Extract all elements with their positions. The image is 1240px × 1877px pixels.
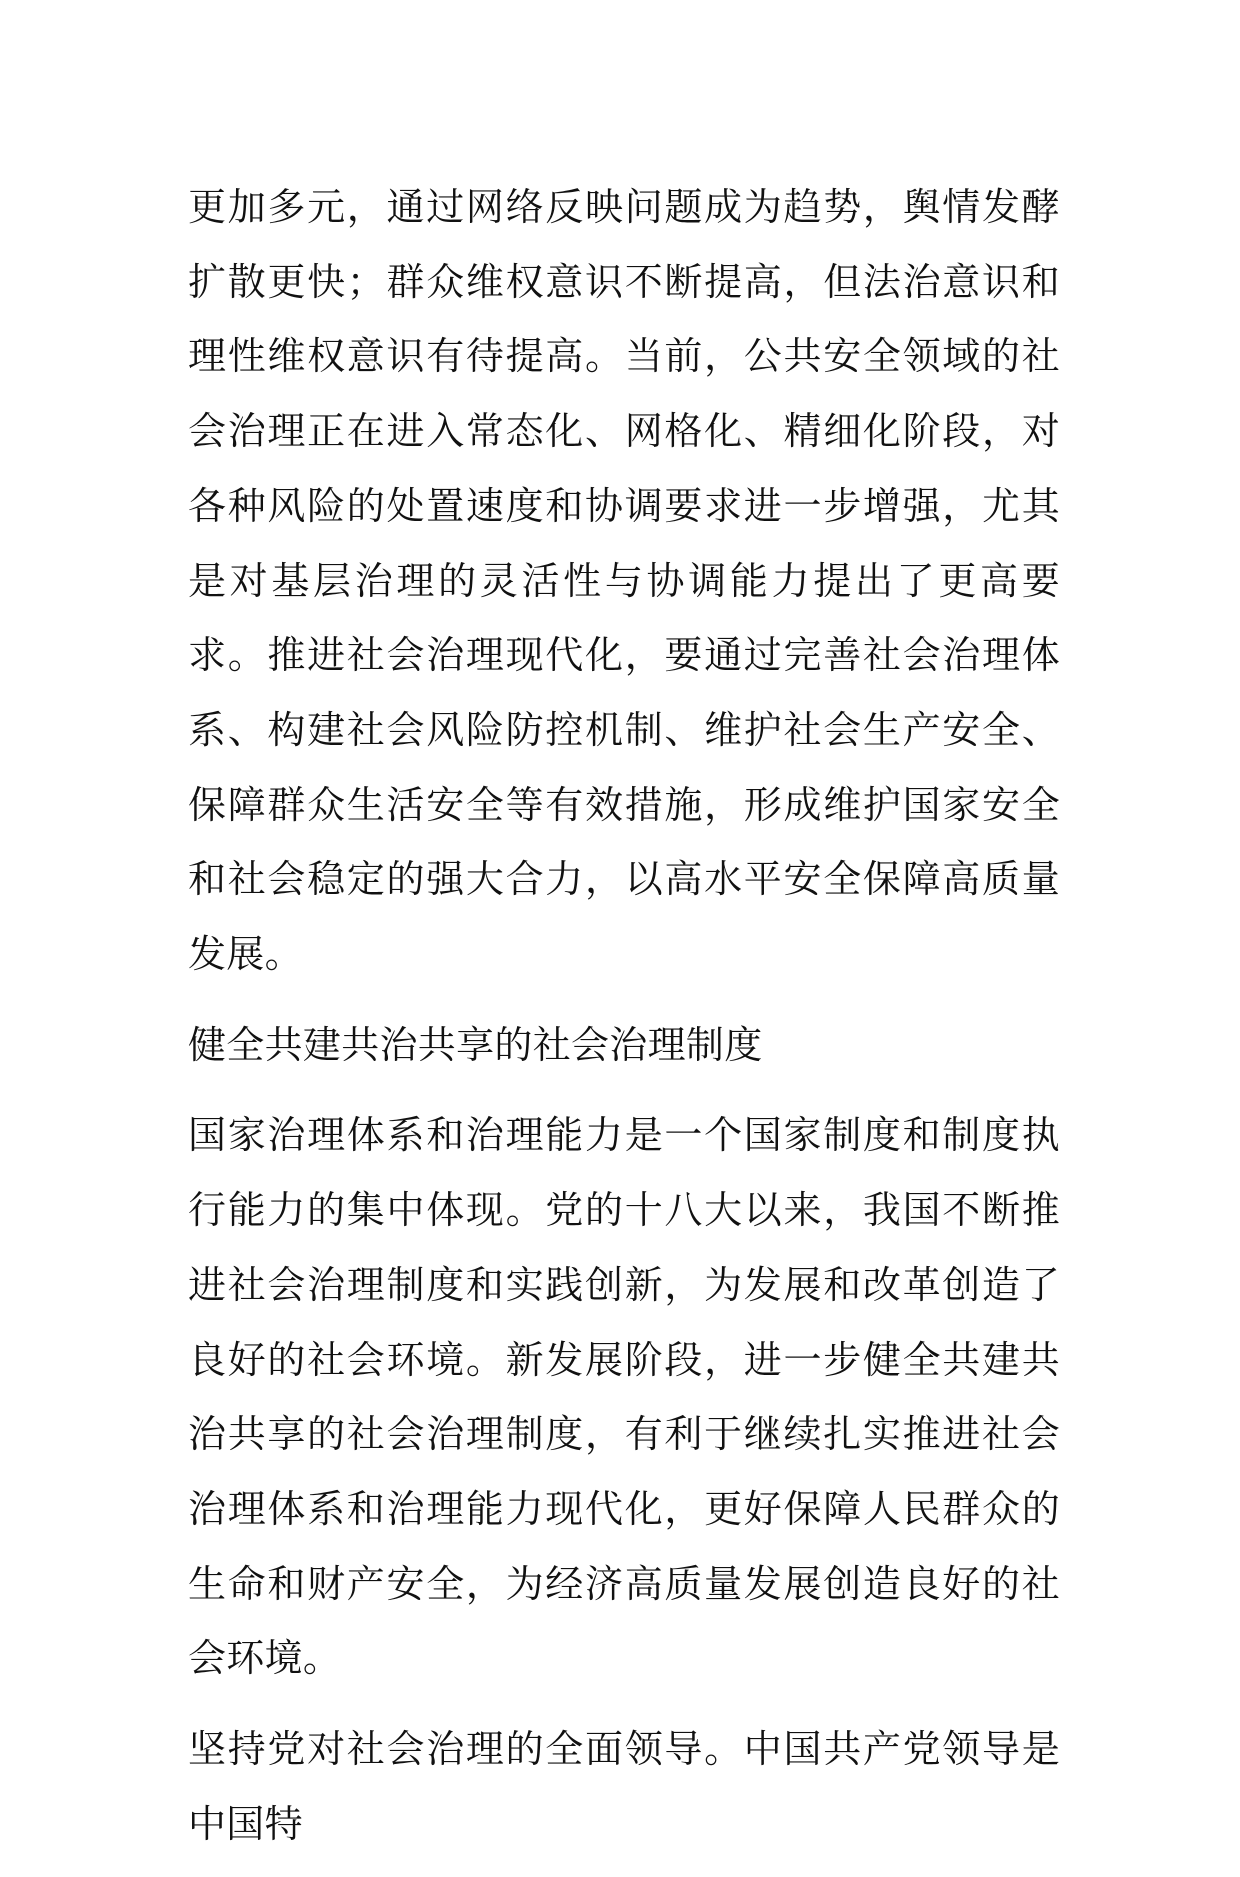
document-body: [188, 170, 1060, 1877]
body-paragraph-3: 坚持党对社会治理的全面领导。中国共产党领导是中国特: [188, 1727, 1060, 1846]
body-paragraph-2: 国家治理体系和治理能力是一个国家制度和制度执行能力的集中体现。党的十八大以来，我国不断推进社会治理制度和实践创新，为发展和改革创造了良好的社会环境。新发展阶段，进一步健全共建共治共享的社会治理制度，有利于继续扎实推进社会治理体系和治理能力现代化，更好保障人民群众的生命和财产安全，为经济高质量发展创造良好的社会环境。: [188, 1113, 1060, 1681]
section-heading: 健全共建共治共享的社会治理制度: [188, 1022, 763, 1067]
body-paragraph-1: 更加多元，通过网络反映问题成为趋势，舆情发酵扩散更快；群众维权意识不断提高，但法治意识和理性维权意识有待提高。当前，公共安全领域的社会治理正在进入常态化、网格化、精细化阶段，对各种风险的处置速度和协调要求进一步增强，尤其是对基层治理的灵活性与协调能力提出了更高要求。推进社会治理现代化，要通过完善社会治理体系、构建社会风险防控机制、维护社会生产安全、保障群众生活安全等有效措施，形成维护国家安全和社会稳定的强大合力，以高水平安全保障高质量发展。: [188, 185, 1060, 977]
